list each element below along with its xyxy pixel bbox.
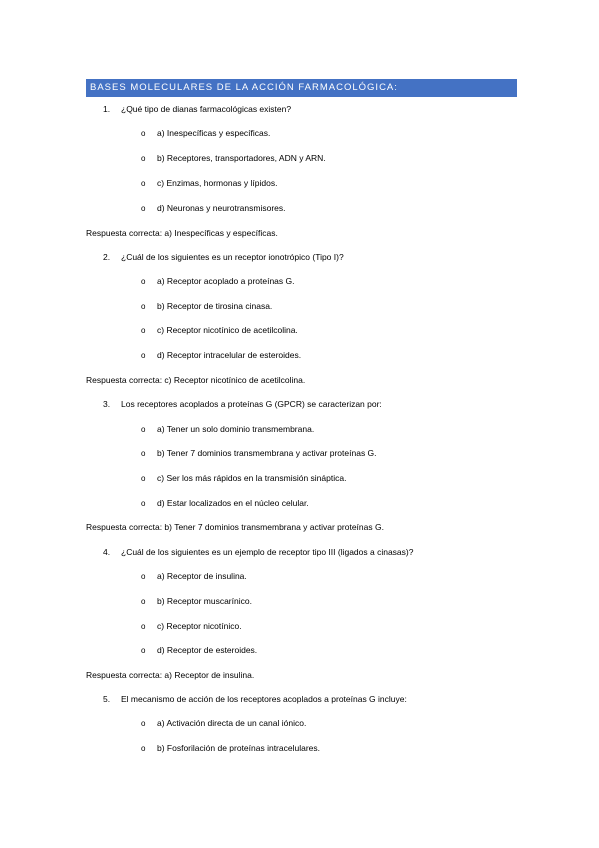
option-b: b) Receptor de tirosina cinasa. bbox=[157, 301, 273, 311]
bullet-icon: o bbox=[141, 326, 146, 335]
option-c: c) Receptor nicotínico de acetilcolina. bbox=[157, 325, 298, 335]
option-a: a) Tener un solo dominio transmembrana. bbox=[157, 424, 315, 434]
bullet-icon: o bbox=[141, 129, 146, 138]
correct-answer: Respuesta correcta: a) Receptor de insulina. bbox=[86, 670, 255, 680]
option-a: a) Activación directa de un canal iónico. bbox=[157, 718, 307, 728]
bullet-icon: o bbox=[141, 646, 146, 655]
bullet-icon: o bbox=[141, 449, 146, 458]
correct-answer: Respuesta correcta: c) Receptor nicotínico de acetilcolina. bbox=[86, 375, 306, 385]
correct-answer: Respuesta correcta: b) Tener 7 dominios transmembrana y activar proteínas G. bbox=[86, 522, 384, 532]
bullet-icon: o bbox=[141, 744, 146, 753]
bullet-icon: o bbox=[141, 351, 146, 360]
bullet-icon: o bbox=[141, 277, 146, 286]
question-number: 5. bbox=[103, 694, 111, 704]
option-c: c) Enzimas, hormonas y lípidos. bbox=[157, 178, 278, 188]
bullet-icon: o bbox=[141, 179, 146, 188]
option-c: c) Receptor nicotínico. bbox=[157, 621, 242, 631]
question-number: 3. bbox=[103, 399, 111, 409]
bullet-icon: o bbox=[141, 204, 146, 213]
question-text: ¿Cuál de los siguientes es un receptor ionotrópico (Tipo I)? bbox=[121, 252, 344, 262]
question-text: ¿Qué tipo de dianas farmacológicas existen? bbox=[121, 104, 292, 114]
option-a: a) Inespecíficas y específicas. bbox=[157, 128, 271, 138]
question-text: ¿Cuál de los siguientes es un ejemplo de receptor tipo III (ligados a cinasas)? bbox=[121, 547, 414, 557]
bullet-icon: o bbox=[141, 597, 146, 606]
option-b: b) Receptores, transportadores, ADN y ARN. bbox=[157, 153, 326, 163]
option-d: d) Neuronas y neurotransmisores. bbox=[157, 203, 286, 213]
bullet-icon: o bbox=[141, 425, 146, 434]
bullet-icon: o bbox=[141, 622, 146, 631]
option-d: d) Estar localizados en el núcleo celular. bbox=[157, 498, 309, 508]
option-d: d) Receptor intracelular de esteroides. bbox=[157, 350, 302, 360]
option-b: b) Fosforilación de proteínas intracelulares. bbox=[157, 743, 320, 753]
bullet-icon: o bbox=[141, 499, 146, 508]
bullet-icon: o bbox=[141, 719, 146, 728]
question-number: 2. bbox=[103, 252, 111, 262]
option-b: b) Tener 7 dominios transmembrana y activar proteínas G. bbox=[157, 448, 377, 458]
bullet-icon: o bbox=[141, 302, 146, 311]
correct-answer: Respuesta correcta: a) Inespecíficas y específicas. bbox=[86, 228, 278, 238]
option-b: b) Receptor muscarínico. bbox=[157, 596, 252, 606]
option-a: a) Receptor de insulina. bbox=[157, 571, 247, 581]
option-c: c) Ser los más rápidos en la transmisión sináptica. bbox=[157, 473, 347, 483]
question-number: 4. bbox=[103, 547, 111, 557]
option-a: a) Receptor acoplado a proteínas G. bbox=[157, 276, 295, 286]
question-text: Los receptores acoplados a proteínas G (GPCR) se caracterizan por: bbox=[121, 399, 382, 409]
option-d: d) Receptor de esteroides. bbox=[157, 645, 258, 655]
bullet-icon: o bbox=[141, 474, 146, 483]
bullet-icon: o bbox=[141, 572, 146, 581]
section-header: BASES MOLECULARES DE LA ACCIÓN FARMACOLÓGICA: bbox=[86, 79, 517, 97]
question-number: 1. bbox=[103, 104, 111, 114]
bullet-icon: o bbox=[141, 154, 146, 163]
question-text: El mecanismo de acción de los receptores acoplados a proteínas G incluye: bbox=[121, 694, 407, 704]
